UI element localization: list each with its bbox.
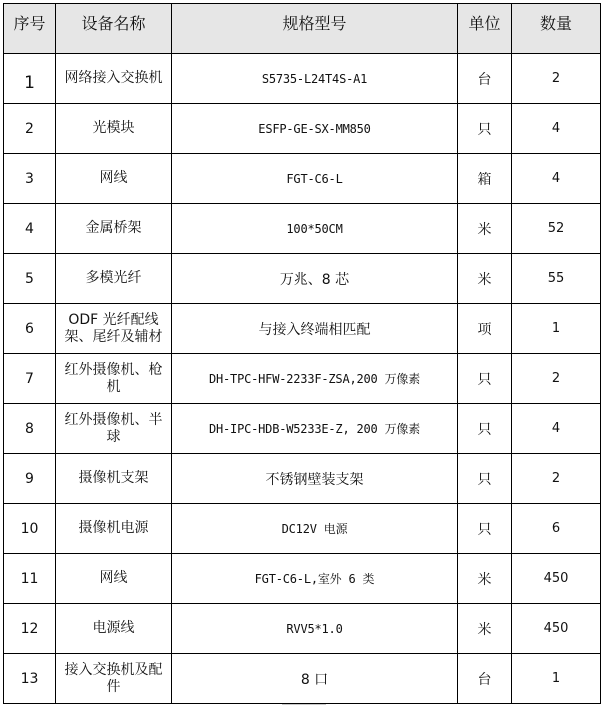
header-qty: 数量: [512, 4, 601, 54]
cell-model: DH-IPC-HDB-W5233E-Z, 200 万像素: [172, 404, 458, 454]
cell-no: 8: [4, 404, 56, 454]
table-row: [4, 254, 601, 304]
header-row: [4, 4, 601, 54]
cell-unit: 只: [458, 354, 512, 404]
cell-unit: 只: [458, 104, 512, 154]
cell-unit: 米: [458, 204, 512, 254]
table-row: [4, 204, 601, 254]
cell-model: S5735-L24T4S-A1: [172, 54, 458, 104]
header-name: 设备名称: [56, 4, 172, 54]
cell-qty: 1: [512, 654, 601, 704]
table-row: [4, 354, 601, 404]
table-body: [4, 54, 601, 704]
cell-model: DC12V 电源: [172, 504, 458, 554]
cell-unit: 米: [458, 604, 512, 654]
cell-no: 12: [4, 604, 56, 654]
cell-no: 13: [4, 654, 56, 704]
cell-no: 9: [4, 454, 56, 504]
cell-qty: 4: [512, 104, 601, 154]
cell-name: ODF 光纤配线架、尾纤及辅材: [56, 304, 172, 354]
cell-unit: 台: [458, 654, 512, 704]
cell-model: 万兆、8 芯: [172, 254, 458, 304]
table-row: [4, 104, 601, 154]
table-header: [4, 4, 601, 54]
cell-name: 光模块: [56, 104, 172, 154]
cell-name: 多模光纤: [56, 254, 172, 304]
table-row: [4, 154, 601, 204]
header-unit: 单位: [458, 4, 512, 54]
cell-no: 4: [4, 204, 56, 254]
table-row: [4, 604, 601, 654]
cell-model: DH-TPC-HFW-2233F-ZSA,200 万像素: [172, 354, 458, 404]
cell-unit: 只: [458, 504, 512, 554]
cell-unit: 只: [458, 404, 512, 454]
header-no: 序号: [4, 4, 56, 54]
cell-no: 1: [4, 54, 56, 104]
cell-qty: 2: [512, 354, 601, 404]
cell-qty: 55: [512, 254, 601, 304]
cell-model: 100*50CM: [172, 204, 458, 254]
table-row: [4, 654, 601, 704]
cell-unit: 台: [458, 54, 512, 104]
cell-model: 8 口: [172, 654, 458, 704]
cell-name: 网络接入交换机: [56, 54, 172, 104]
cell-unit: 米: [458, 554, 512, 604]
cell-no: 6: [4, 304, 56, 354]
cell-name: 网线: [56, 154, 172, 204]
cell-unit: 米: [458, 254, 512, 304]
table-row: [4, 454, 601, 504]
table-row: [4, 54, 601, 104]
cell-model: FGT-C6-L: [172, 154, 458, 204]
cell-qty: 1: [512, 304, 601, 354]
cell-unit: 只: [458, 454, 512, 504]
cell-model: RVV5*1.0: [172, 604, 458, 654]
cell-no: 2: [4, 104, 56, 154]
table-row: [4, 554, 601, 604]
table-row: [4, 404, 601, 454]
table-row: [4, 304, 601, 354]
cell-qty: 52: [512, 204, 601, 254]
cell-model: FGT-C6-L,室外 6 类: [172, 554, 458, 604]
cell-name: 网线: [56, 554, 172, 604]
cell-qty: 6: [512, 504, 601, 554]
cell-unit: 项: [458, 304, 512, 354]
cell-name: 摄像机支架: [56, 454, 172, 504]
table-row: [4, 504, 601, 554]
cell-unit: 箱: [458, 154, 512, 204]
cell-qty: 450: [512, 554, 601, 604]
cell-qty: 4: [512, 404, 601, 454]
equipment-table: [3, 3, 601, 704]
cell-name: 红外摄像机、枪机: [56, 354, 172, 404]
cell-name: 接入交换机及配件: [56, 654, 172, 704]
cell-name: 电源线: [56, 604, 172, 654]
cell-model: 不锈钢壁装支架: [172, 454, 458, 504]
cell-model: ESFP-GE-SX-MM850: [172, 104, 458, 154]
cell-name: 摄像机电源: [56, 504, 172, 554]
cell-name: 金属桥架: [56, 204, 172, 254]
cell-no: 11: [4, 554, 56, 604]
cell-qty: 4: [512, 154, 601, 204]
cell-model: 与接入终端相匹配: [172, 304, 458, 354]
cell-no: 3: [4, 154, 56, 204]
cell-no: 10: [4, 504, 56, 554]
cell-no: 7: [4, 354, 56, 404]
header-model: 规格型号: [172, 4, 458, 54]
cell-qty: 2: [512, 454, 601, 504]
page-edge-mark: [282, 704, 326, 705]
cell-qty: 2: [512, 54, 601, 104]
cell-qty: 450: [512, 604, 601, 654]
cell-no: 5: [4, 254, 56, 304]
cell-name: 红外摄像机、半球: [56, 404, 172, 454]
